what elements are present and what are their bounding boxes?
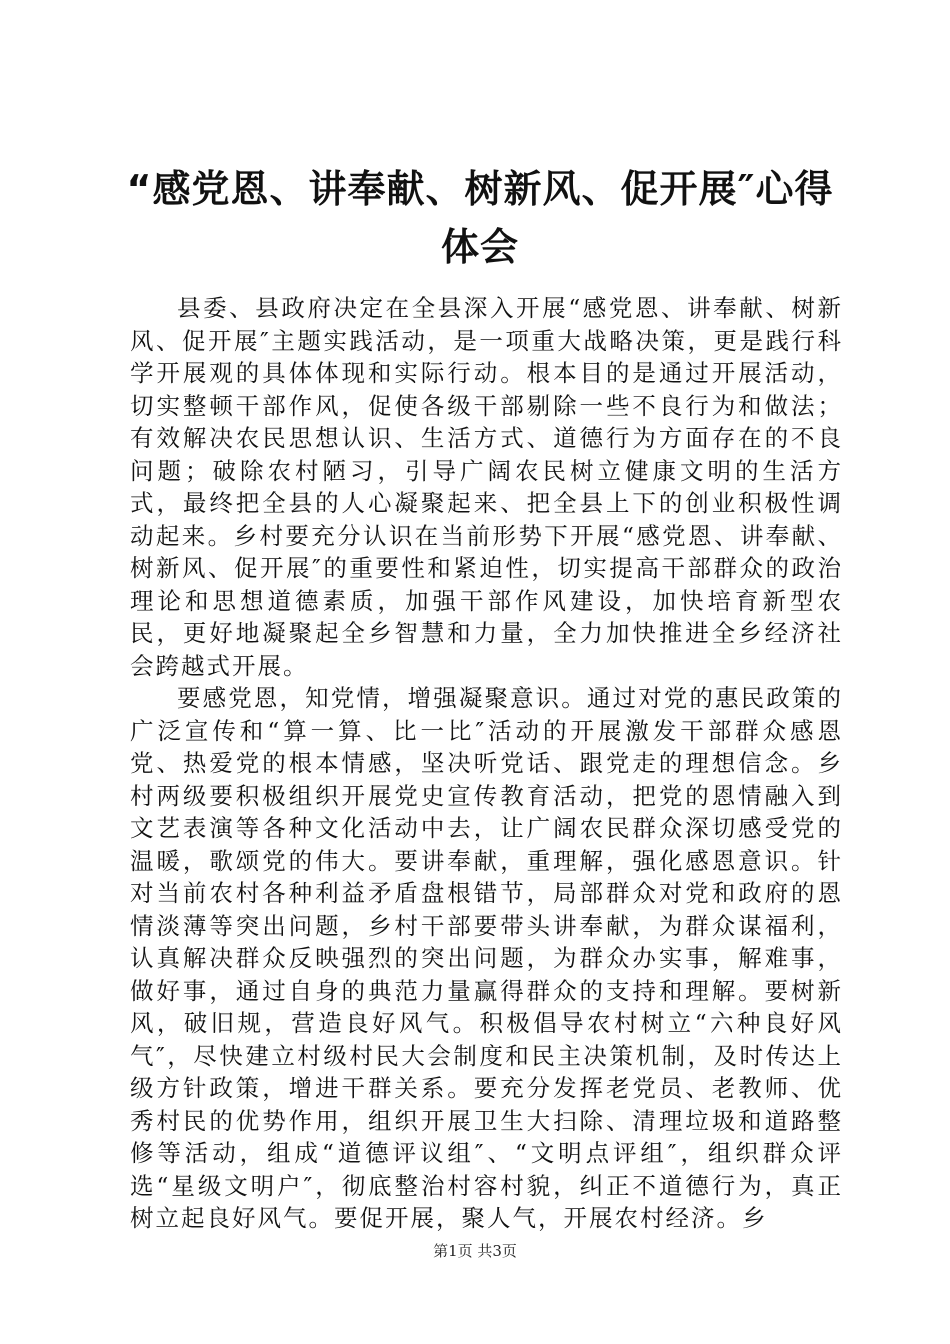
- page-footer: 第1页 共3页: [433, 1242, 517, 1260]
- paragraph-main: 要感党恩，知党情，增强凝聚意识。通过对党的惠民政策的广泛宣传和“算一算、比一比″活动的开展激发干部群众感恩党、热爱党的根本情感，坚决听党话、跟党走的理想信念。乡村两级要积极组织开展党史宣传教育活动，把党的恩情融入到文艺表演等各种文化活动中去，让广阔农民群众深切感受党的温暖，歌颂党的伟大。要讲奉献，重理解，强化感恩意识。针对当前农村各种利益矛盾盘根错节，局部群众对党和政府的恩情淡薄等突出问题，乡村干部要带头讲奉献，为群众谋福利，认真解决群众反映强烈的突出问题，为群众办实事，解难事，做好事，通过自身的典范力量赢得群众的支持和理解。要树新风，破旧规，营造良好风气。积极倡导农村树立“六种良好风气″，尽快建立村级村民大会制度和民主决策机制，及时传达上级方针政策，增进干群关系。要充分发挥老党员、老教师、优秀村民的优势作用，组织开展卫生大扫除、清理垃圾和道路整修等活动，组成“道德评议组″、“文明点评组″，组织群众评选“星级文明户″，彻底整治村容村貌，纠正不道德行为，真正树立起良好风气。要促开展，聚人气，开展农村经济。乡: [130, 684, 843, 1232]
- paragraph-intro: 县委、县政府决定在全县深入开展“感党恩、讲奉献、树新风、促开展″主题实践活动，是一项重大战略决策，更是践行科学开展观的具体体现和实际行动。根本目的是通过开展活动，切实整顿干部作风，促使各级干部剔除一些不良行为和做法；有效解决农民思想认识、生活方式、道德行为方面存在的不良问题；破除农村陋习，引导广阔农民树立健康文明的生活方式，最终把全县的人心凝聚起来、把全县上下的创业积极性调动起来。乡村要充分认识在当前形势下开展“感党恩、讲奉献、树新风、促开展″的重要性和紧迫性，切实提高干部群众的政治理论和思想道德素质，加强干部作风建设，加快培育新型农民，更好地凝聚起全乡智慧和力量，全力加快推进全乡经济社会跨越式开展。: [130, 294, 843, 680]
- document-body: [130, 292, 843, 1235]
- document-title: “感党恩、讲奉献、树新风、促开展″心得体会: [126, 167, 834, 269]
